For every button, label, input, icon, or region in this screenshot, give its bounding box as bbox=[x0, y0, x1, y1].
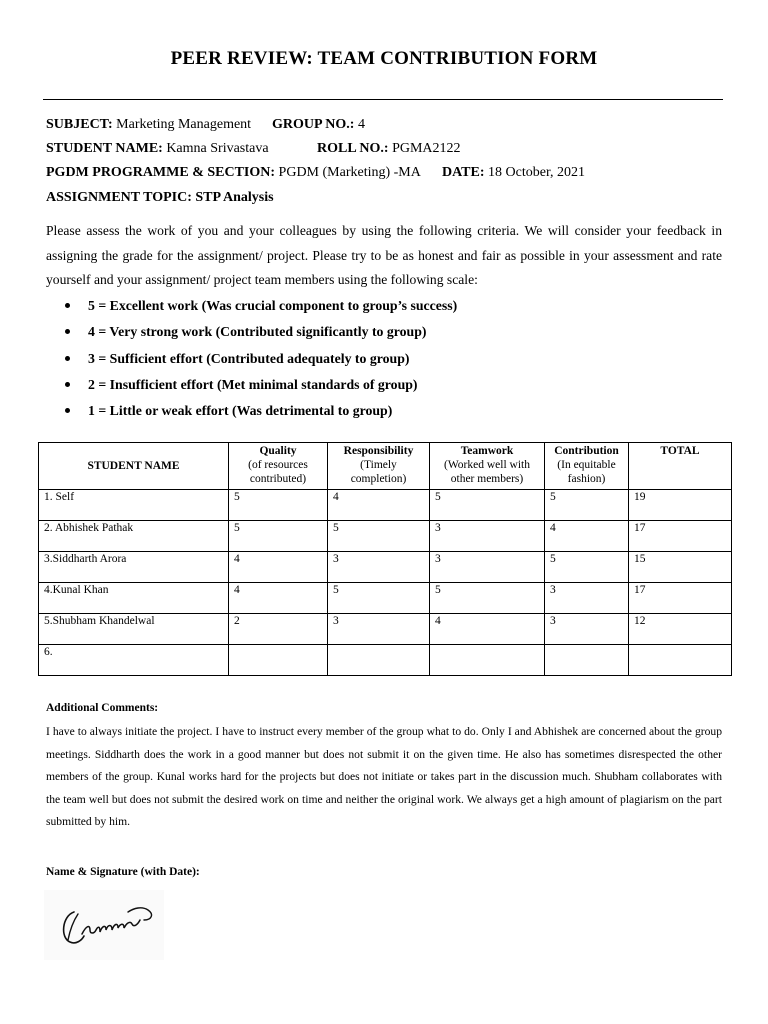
comments-text: I have to always initiate the project. I have to instruct every member of the group what to do. Only I and Abhishek are concerned about the group meetings. Siddharth does the work in a good manner but does not submit it on the given time. He also has sometimes disrespected the other members of the group. Kunal works hard for the projects but does not initiate or takes part in the discussion much. Shubham collaborates with the team well but does not submit the desired work on time and neither the original work. We always get a high amount of plagiarism on the part submitted by him. bbox=[46, 725, 722, 829]
header-teamwork: Teamwork (Worked well with other members) bbox=[430, 443, 545, 490]
cell-contribution bbox=[545, 645, 629, 676]
programme-line bbox=[46, 165, 421, 181]
bullet-icon bbox=[65, 303, 70, 308]
header-student-name: STUDENT NAME bbox=[39, 443, 229, 490]
cell-total: 17 bbox=[629, 583, 732, 614]
roll-label: ROLL NO.: bbox=[317, 141, 389, 156]
cell-responsibility: 3 bbox=[328, 552, 430, 583]
cell-name: 6. bbox=[39, 645, 229, 676]
cell-total: 15 bbox=[629, 552, 732, 583]
peer-rating-table bbox=[38, 442, 732, 676]
cell-teamwork: 5 bbox=[430, 583, 545, 614]
programme-label: PGDM PROGRAMME & SECTION: bbox=[46, 165, 276, 180]
scale-item: 5 = Excellent work (Was crucial component to group’s success) bbox=[62, 294, 457, 320]
group-value: 4 bbox=[357, 117, 365, 132]
table-row bbox=[39, 490, 732, 521]
cell-teamwork: 4 bbox=[430, 614, 545, 645]
table-row bbox=[39, 614, 732, 645]
student-value: Kamna Srivastava bbox=[166, 141, 269, 156]
table-row bbox=[39, 552, 732, 583]
header-contribution: Contribution (In equitable fashion) bbox=[545, 443, 629, 490]
table-row bbox=[39, 521, 732, 552]
intro-paragraph: Please assess the work of you and your colleagues by using the following criteria. We will consider your feedback in assigning the grade for the assignment/ project. Please try to be as honest and fair as possible in your assessment and rate yourself and your assignment/ project team members using the following scale: bbox=[46, 223, 722, 287]
cell-total: 19 bbox=[629, 490, 732, 521]
roll-line bbox=[317, 141, 461, 157]
cell-responsibility: 5 bbox=[328, 583, 430, 614]
cell-name: 3.Siddharth Arora bbox=[39, 552, 229, 583]
topic-line bbox=[46, 190, 274, 206]
cell-quality: 4 bbox=[229, 552, 328, 583]
scale-item: 1 = Little or weak effort (Was detrimental to group) bbox=[62, 399, 457, 425]
cell-responsibility: 5 bbox=[328, 521, 430, 552]
cell-quality: 4 bbox=[229, 583, 328, 614]
cell-total: 12 bbox=[629, 614, 732, 645]
cell-contribution: 4 bbox=[545, 521, 629, 552]
topic-label: ASSIGNMENT TOPIC: bbox=[46, 190, 192, 205]
signature-icon bbox=[44, 890, 164, 960]
table-row bbox=[39, 645, 732, 676]
bullet-icon bbox=[65, 329, 70, 334]
comments-heading: Additional Comments: bbox=[46, 702, 159, 714]
header-quality: Quality (of resources contributed) bbox=[229, 443, 328, 490]
signature-heading: Name & Signature (with Date): bbox=[46, 866, 200, 878]
cell-responsibility bbox=[328, 645, 430, 676]
bullet-icon bbox=[65, 356, 70, 361]
cell-name: 2. Abhishek Pathak bbox=[39, 521, 229, 552]
date-line bbox=[442, 165, 585, 181]
cell-teamwork: 3 bbox=[430, 521, 545, 552]
cell-contribution: 3 bbox=[545, 614, 629, 645]
student-line bbox=[46, 141, 269, 157]
date-value: 18 October, 2021 bbox=[488, 165, 586, 180]
cell-contribution: 5 bbox=[545, 552, 629, 583]
form-title: PEER REVIEW: TEAM CONTRIBUTION FORM bbox=[170, 48, 598, 69]
group-label: GROUP NO.: bbox=[272, 117, 355, 132]
subject-line bbox=[46, 117, 251, 133]
cell-teamwork: 3 bbox=[430, 552, 545, 583]
title-divider bbox=[43, 99, 723, 100]
programme-value: PGDM (Marketing) -MA bbox=[278, 165, 421, 180]
header-total: TOTAL bbox=[629, 443, 732, 490]
table-header-row bbox=[39, 443, 732, 490]
student-label: STUDENT NAME: bbox=[46, 141, 163, 156]
rating-scale-list bbox=[62, 294, 457, 425]
cell-total bbox=[629, 645, 732, 676]
bullet-icon bbox=[65, 382, 70, 387]
cell-quality bbox=[229, 645, 328, 676]
cell-quality: 5 bbox=[229, 490, 328, 521]
bullet-icon bbox=[65, 408, 70, 413]
cell-quality: 2 bbox=[229, 614, 328, 645]
cell-contribution: 3 bbox=[545, 583, 629, 614]
subject-value: Marketing Management bbox=[116, 117, 252, 132]
cell-total: 17 bbox=[629, 521, 732, 552]
group-line bbox=[272, 117, 365, 133]
cell-contribution: 5 bbox=[545, 490, 629, 521]
header-responsibility: Responsibility (Timely completion) bbox=[328, 443, 430, 490]
cell-responsibility: 4 bbox=[328, 490, 430, 521]
cell-teamwork: 5 bbox=[430, 490, 545, 521]
roll-value: PGMA2122 bbox=[392, 141, 461, 156]
topic-value: STP Analysis bbox=[195, 190, 274, 205]
cell-responsibility: 3 bbox=[328, 614, 430, 645]
subject-label: SUBJECT: bbox=[46, 117, 113, 132]
cell-quality: 5 bbox=[229, 521, 328, 552]
date-label: DATE: bbox=[442, 165, 485, 180]
cell-name: 4.Kunal Khan bbox=[39, 583, 229, 614]
scale-item: 2 = Insufficient effort (Met minimal standards of group) bbox=[62, 373, 457, 399]
cell-name: 1. Self bbox=[39, 490, 229, 521]
signature-image bbox=[44, 890, 164, 960]
table-row bbox=[39, 583, 732, 614]
cell-name: 5.Shubham Khandelwal bbox=[39, 614, 229, 645]
scale-item: 3 = Sufficient effort (Contributed adequately to group) bbox=[62, 347, 457, 373]
scale-item: 4 = Very strong work (Contributed significantly to group) bbox=[62, 320, 457, 346]
cell-teamwork bbox=[430, 645, 545, 676]
